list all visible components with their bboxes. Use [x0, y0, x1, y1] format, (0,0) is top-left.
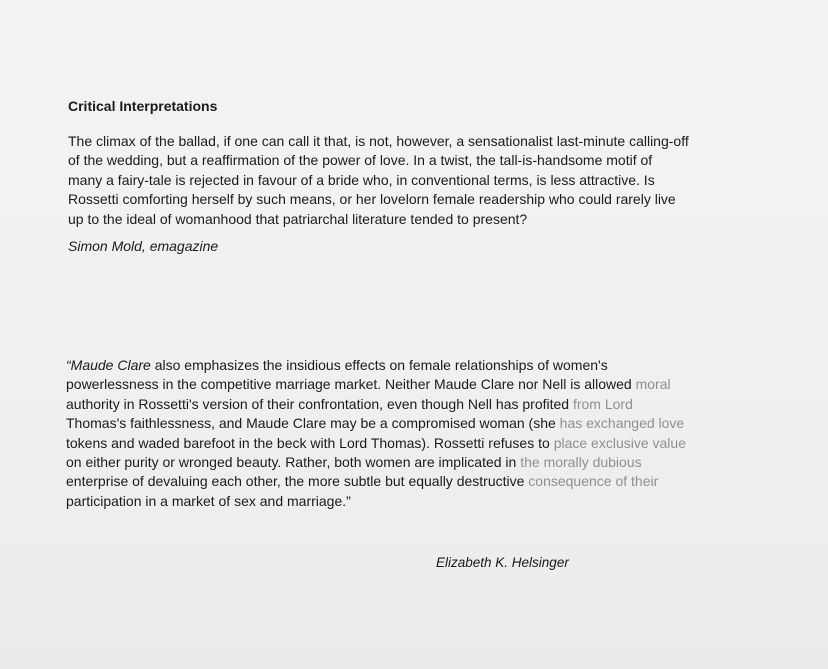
- helsinger-attribution: Elizabeth K. Helsinger: [436, 555, 569, 570]
- paragraph-line: [66, 492, 766, 511]
- paragraph-line: up to the ideal of womanhood that patriarchal literature tended to present?: [68, 210, 528, 227]
- paragraph-line: of the wedding, but a reaffirmation of the power of love. In a twist, the tall-is-handsome motif of: [68, 152, 653, 169]
- paragraph-line: [66, 453, 766, 472]
- mold-paragraph: [68, 132, 768, 229]
- faded-text: the morally dubious: [520, 454, 642, 471]
- critical-interpretations-section: [68, 98, 768, 254]
- faded-text: consequence of their: [528, 473, 659, 490]
- poem-title: “Maude Clare: [66, 357, 151, 373]
- paragraph-line: [66, 395, 766, 414]
- faded-text: has exchanged love: [559, 415, 685, 432]
- paragraph-line: [66, 356, 766, 375]
- paragraph-line: [66, 472, 766, 491]
- paragraph-line: [66, 375, 766, 394]
- line-text: tokens and waded barefoot in the beck with Lord Thomas). Rossetti refuses to: [66, 434, 554, 451]
- helsinger-quote-section: [66, 356, 766, 511]
- helsinger-paragraph: [66, 356, 766, 511]
- paragraph-line: [66, 434, 766, 453]
- line-text: participation in a market of sex and marriage.”: [66, 492, 351, 509]
- mold-attribution: Simon Mold, emagazine: [68, 238, 219, 255]
- paragraph-line: Rossetti comforting herself by such means, or her lovelorn female readership who could rarely live: [68, 191, 676, 208]
- line-text: on either purity or wronged beauty. Rather, both women are implicated in: [66, 454, 521, 471]
- paragraph-line: many a fairy-tale is rejected in favour of a bride who, in conventional terms, is less attractive. Is: [68, 171, 655, 188]
- line-text: Thomas's faithlessness, and Maude Clare may be a compromised woman (she: [66, 415, 560, 432]
- paragraph-line: The climax of the ballad, if one can call it that, is not, however, a sensationalist last-minute calling-off: [68, 133, 689, 149]
- paragraph-line: [66, 414, 766, 433]
- faded-text: moral: [635, 376, 671, 393]
- section-heading: Critical Interpretations: [68, 98, 218, 114]
- line-text: powerlessness in the competitive marriage market. Neither Maude Clare nor Nell is allowed: [66, 376, 636, 393]
- faded-text: place exclusive value: [553, 434, 686, 451]
- line-text: enterprise of devaluing each other, the more subtle but equally destructive: [66, 473, 529, 490]
- line-text: authority in Rossetti's version of their confrontation, even though Nell has profited: [66, 395, 573, 412]
- faded-text: from Lord: [572, 395, 633, 412]
- line-text: also emphasizes the insidious effects on female relationships of women's: [150, 357, 608, 373]
